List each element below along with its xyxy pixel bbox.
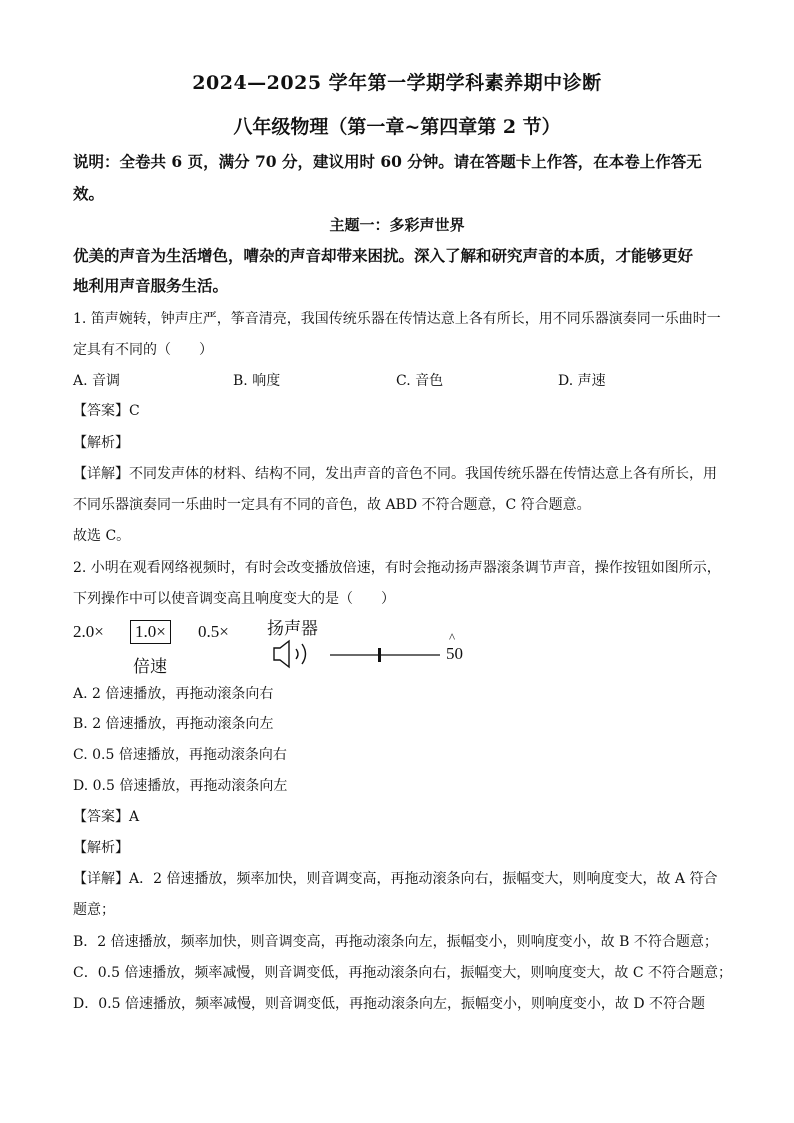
q2-option-d: D. 0.5 倍速播放，再拖动滚条向左: [73, 778, 288, 794]
speaker-label: 扬声器: [267, 619, 318, 638]
q1-answer: 【答案】C: [73, 403, 140, 419]
theme-intro-line-1: 优美的声音为生活增色，嘈杂的声音却带来困扰。深入了解和研究声音的本质，才能够更好: [73, 246, 694, 265]
instructions-line-2: 效。: [73, 184, 105, 203]
speed-label: 倍速: [133, 657, 167, 676]
speed-option-0-5x: 0.5×: [198, 622, 229, 641]
speed-option-1x-selected: 1.0×: [130, 620, 171, 644]
exam-subtitle: 八年级物理（第一章~第四章第 2 节）: [233, 116, 561, 138]
q1-conclusion: 故选 C。: [73, 528, 131, 544]
q2-detail-line-5: D．0.5 倍速播放，频率减慢，则音调变低，再拖动滚条向左，振幅变小，则响度变小，故 D 不符合题: [73, 996, 706, 1012]
q2-option-b: B. 2 倍速播放，再拖动滚条向左: [73, 716, 274, 732]
instructions-line-1: 说明：全卷共 6 页，满分 70 分，建议用时 60 分钟。请在答题卡上作答，在本卷上作答无: [73, 152, 702, 171]
q1-detail-line-2: 不同乐器演奏同一乐曲时一定具有不同的音色，故 ABD 不符合题意，C 符合题意。: [73, 497, 591, 513]
q2-detail-line-2: 题意；: [73, 902, 115, 918]
q2-detail-line-4: C．0.5 倍速播放，频率减慢，则音调变低，再拖动滚条向右，振幅变大，则响度变大，故 C 不符合题意；: [73, 965, 733, 981]
q1-option-c: C. 音色: [396, 373, 444, 389]
q1-option-d: D. 声速: [558, 373, 606, 389]
q2-stem-line-2: 下列操作中可以使音调变高且响度变大的是（ ）: [73, 591, 395, 607]
q1-analysis-label: 【解析】: [73, 435, 129, 451]
q2-stem-line-1: 2. 小明在观看网络视频时，有时会改变播放倍速，有时会拖动扬声器滚条调节声音，操作按钮如图所示，: [73, 560, 721, 576]
q1-detail-line-1: 【详解】不同发声体的材料、结构不同，发出声音的音色不同。我国传统乐器在传情达意上各有所长，用: [73, 466, 717, 482]
speed-option-2x: 2.0×: [73, 622, 104, 641]
q1-option-b: B. 响度: [233, 373, 281, 389]
volume-slider: [328, 642, 446, 668]
q2-option-a: A. 2 倍速播放，再拖动滚条向右: [73, 686, 274, 702]
q2-option-c: C. 0.5 倍速播放，再拖动滚条向右: [73, 747, 287, 763]
speaker-icon: [270, 638, 330, 672]
q1-stem-line-1: 1. 笛声婉转，钟声庄严，筝音清亮，我国传统乐器在传情达意上各有所长，用不同乐器演奏同一乐曲时一: [73, 311, 721, 327]
q2-detail-line-1: 【详解】A．2 倍速播放，频率加快，则音调变高，再拖动滚条向右，振幅变大，则响度变大，故 A 符合: [73, 871, 718, 887]
q2-analysis-label: 【解析】: [73, 840, 129, 856]
q2-figure: [70, 612, 490, 678]
volume-caret-icon: ^: [449, 630, 456, 645]
q1-option-a: A. 音调: [73, 373, 121, 389]
volume-max-value: 50: [446, 644, 463, 663]
exam-title: 2024—2025 学年第一学期学科素养期中诊断: [192, 72, 602, 94]
q1-stem-line-2: 定具有不同的（ ）: [73, 342, 213, 358]
theme-title: 主题一：多彩声世界: [329, 216, 465, 234]
theme-intro-line-2: 地利用声音服务生活。: [73, 276, 229, 295]
q2-answer: 【答案】A: [73, 809, 140, 825]
q2-detail-line-3: B．2 倍速播放，频率加快，则音调变高，再拖动滚条向左，振幅变小，则响度变小，故 B 不符合题意；: [73, 934, 718, 950]
